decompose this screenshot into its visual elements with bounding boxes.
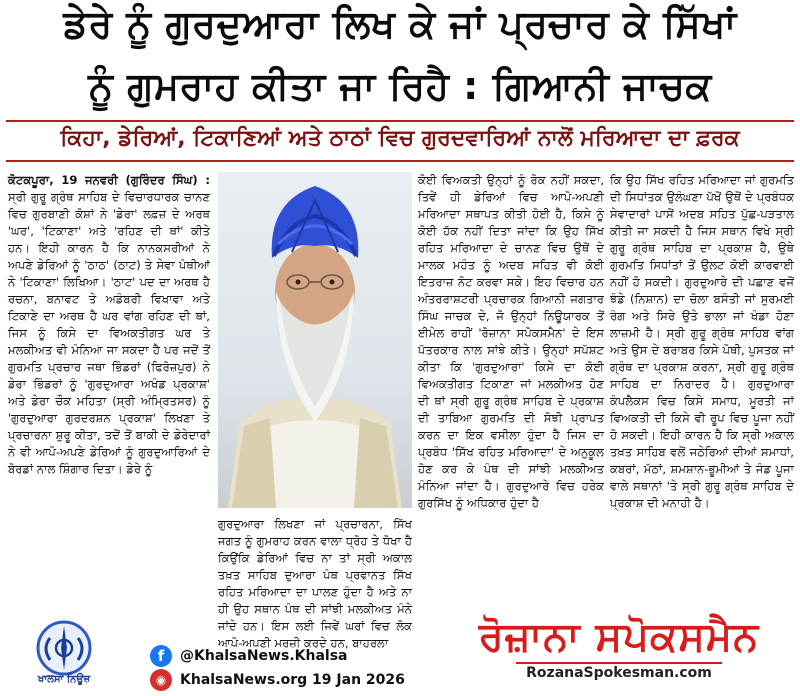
newspaper-name: ਰੋਜ਼ਾਨਾ ਸਪੋਕਸਮੈਨ bbox=[478, 614, 760, 660]
headline-line-1: ਡੇਰੇ ਨੂੰ ਗੁਰਦੁਆਰਾ ਲਿਖ ਕੇ ਜਾਂ ਪ੍ਰਚਾਰ ਕੇ ਸਿੱਖਾਂ bbox=[63, 2, 737, 46]
column-text: ਗੁਰਦੁਆਰਾ ਲਿਖਣਾ ਜਾਂ ਪ੍ਰਚਾਰਨਾ, ਸਿੱਖ ਜਗਤ ਨੂੰ ਗੁਮਰਾਹ ਕਰਨ ਵਾਲਾ ਧ੍ਰੋਹ ਤੇ ਧੋਖਾ ਹੈ ਕਿਉਂਕਿ ਡੇਰਿਆਂ ਵਿਚ ਨਾ ਤਾਂ ਸ੍ਰੀ ਅਕਾਲ ਤਖ਼ਤ ਸਾਹਿਬ ਦੁਆਰਾ ਪੰਥ ਪ੍ਰਵਾਨਤ ਸਿੱਖ ਰਹਿਤ ਮਰਿਆਦਾ ਦਾ ਪਾਲਣ ਹੁੰਦਾ ਹੈ ਅਤੇ ਨਾ ਹੀ ਉਹ ਸਥਾਨ ਪੰਥ ਦੀ ਸਾਂਝੀ ਮਲਕੀਅਤ ਮੰਨੇ ਜਾਂਦੇ ਹਨ। ਇਸ ਲਈ ਜਿਵੇਂ ਘਰਾਂ ਵਿਚ ਲੋਕ ਆਪੋ-ਅਪਣੀ ਮਰਜ਼ੀ ਕਰਦੇ ਹਨ, ਬਾਹਰਲਾ bbox=[218, 517, 412, 650]
newspaper-masthead bbox=[444, 612, 794, 682]
social-links bbox=[150, 644, 405, 692]
facebook-icon: f bbox=[150, 645, 172, 667]
article-column-2 bbox=[218, 516, 412, 650]
globe-icon: ◉ bbox=[150, 669, 172, 691]
website-link[interactable] bbox=[150, 668, 405, 692]
khalsa-news-logo bbox=[22, 618, 106, 690]
column-text: ਕਿ ਉਹ ਸਿੱਖ ਰਹਿਤ ਮਰਿਆਦਾ ਜਾਂ ਗੁਰਮਤਿ ਦੀ ਸਿਧਾਂਤਕ ਉਲੰਘਣਾ ਪੱਖੋਂ ਉਥੋਂ ਦੇ ਪ੍ਰਬੰਧਕ ਸੇਵਾਦਾਰਾਂ ਪਾਸੋਂ ਅਦਬ ਸਹਿਤ ਪੁੱਛ-ਪੜਤਾਲ ਕੀਤੀ ਜਾ ਸਕਦੀ ਹੈ ਜਿਸ ਸਥਾਨ ਵਿਖੇ ਸ੍ਰੀ ਗੁਰੂ ਗ੍ਰੰਥ ਸਾਹਿਬ ਦਾ ਪ੍ਰਕਾਸ਼ ਹੈ, ਉਥੇ ਗੁਰਮਤਿ ਸਿਧਾਂਤਾਂ ਤੋਂ ਉਲਟ ਕੋਈ ਕਾਰਵਾਈ ਨਹੀਂ ਹੋ ਸਕਦੀ। ਗੁਰਦੁਆਰੇ ਦੀ ਪਛਾਣ ਵਜੋਂ ਝੰਡੇ (ਨਿਸ਼ਾਨ) ਦਾ ਚੋਲਾ ਬਸੰਤੀ ਜਾਂ ਸੁਰਮਈ ਰੰਗ ਅਤੇ ਸਿਰੇ ਉਤੇ ਭਾਲਾ ਜਾਂ ਖੰਡਾ ਹੋਣਾ ਲਾਜ਼ਮੀ ਹੈ। ਸ੍ਰੀ ਗੁਰੂ ਗ੍ਰੰਥ ਸਾਹਿਬ ਵਾਂਗ ਅਤੇ ਉਸ ਦੇ ਬਰਾਬਰ ਕਿਸੇ ਪੋਥੀ, ਪੁਸਤਕ ਜਾਂ ਗ੍ਰੰਥ ਦਾ ਪ੍ਰਕਾਸ਼ ਕਰਨਾ, ਸ੍ਰੀ ਗੁਰੂ ਗ੍ਰੰਥ ਸਾਹਿਬ ਦਾ ਨਿਰਾਦਰ ਹੈ। ਗੁਰਦੁਆਰਾ ਕੰਪਲੈਕਸ ਵਿਚ ਕਿਸੇ ਸਮਾਧ, ਮੂਰਤੀ ਜਾਂ ਵਿਅਕਤੀ ਦੀ ਕਿਸੇ ਵੀ ਰੂਪ ਵਿਚ ਪੂਜਾ ਨਹੀਂ ਹੋ ਸਕਦੀ। ਇਹੀ ਕਾਰਨ ਹੈ ਕਿ ਸ੍ਰੀ ਅਕਾਲ ਤਖ਼ਤ ਸਾਹਿਬ ਵਲੋਂ ਜਠੇਰਿਆਂ ਦੀਆਂ ਸਮਾਧਾਂ, ਕਬਰਾਂ, ਮੱਠਾਂ, ਸ਼ਮਸ਼ਾਨ-ਭੂਮੀਆਂ ਤੇ ਜੰਡ ਪੂਜਾ ਵਾਲੇ ਸਥਾਨਾਂ 'ਤੇ ਸ੍ਰੀ ਗੁਰੂ ਗ੍ਰੰਥ ਸਾਹਿਬ ਦੇ ਪ੍ਰਕਾਸ਼ ਦੀ ਮਨਾਹੀ ਹੈ। bbox=[610, 173, 794, 510]
facebook-handle: @KhalsaNews.Khalsa bbox=[180, 648, 348, 664]
article-column-1 bbox=[8, 172, 210, 618]
column-text: ਕੋਈ ਵਿਅਕਤੀ ਉਨ੍ਹਾਂ ਨੂੰ ਰੋਕ ਨਹੀਂ ਸਕਦਾ, ਤਿਵੇਂ ਹੀ ਡੇਰਿਆਂ ਵਿਚ ਆਪੋ-ਅਪਣੀ ਮਰਿਆਦਾ ਸਥਾਪਤ ਕੀਤੀ ਹੋਈ ਹੈ, ਕਿਸੇ ਨੂੰ ਕੋਈ ਹੱਕ ਨਹੀਂ ਦਿਤਾ ਜਾਂਦਾ ਕਿ ਉਹ ਸਿੱਖ ਰਹਿਤ ਮਰਿਆਦਾ ਦੇ ਚਾਨਣ ਵਿਚ ਉਥੋਂ ਦੇ ਮਾਲਕ ਮਹੰਤ ਨੂੰ ਅਦਬ ਸਹਿਤ ਵੀ ਕੋਈ ਇਤਰਾਜ਼ ਨੋਟ ਕਰਵਾ ਸਕੇ। ਇਹ ਵਿਚਾਰ ਹਨ ਅੰਤਰਰਾਸ਼ਟਰੀ ਪ੍ਰਚਾਰਕ ਗਿਆਨੀ ਜਗਤਾਰ ਸਿੰਘ ਜਾਚਕ ਦੇ, ਜੋ ਉਨ੍ਹਾਂ ਨਿਊਯਾਰਕ ਤੋਂ ਈਮੇਲ ਰਾਹੀਂ 'ਰੋਜ਼ਾਨਾ ਸਪੋਕਸਮੈਨ' ਦੇ ਇਸ ਪੱਤਰਕਾਰ ਨਾਲ ਸਾਂਝੇ ਕੀਤੇ। ਉਨ੍ਹਾਂ ਸਪੱਸ਼ਟ ਕੀਤਾ ਕਿ 'ਗੁਰਦੁਆਰਾ' ਕਿਸੇ ਦਾ ਕੋਈ ਵਿਅਕਤੀਗਤ ਟਿਕਾਣਾ ਜਾਂ ਮਲਕੀਅਤ ਹੋਣ ਦੀ ਥਾਂ ਸ੍ਰੀ ਗੁਰੂ ਗ੍ਰੰਥ ਸਾਹਿਬ ਦੇ ਪ੍ਰਕਾਸ਼ ਦੀ ਤਾਬਿਆ ਗੁਰਮਤਿ ਦੀ ਸੋਝੀ ਪ੍ਰਾਪਤ ਕਰਨ ਦਾ ਇਕ ਵਸੀਲਾ ਹੁੰਦਾ ਹੈ ਜਿਸ ਦਾ ਪ੍ਰਬੰਧ 'ਸਿੱਖ ਰਹਿਤ ਮਰਿਆਦਾ' ਦੇ ਅਨੁਕੂਲ ਹੋਣ ਕਰ ਕੇ ਪੰਥ ਦੀ ਸਾਂਝੀ ਮਲਕੀਅਤ ਮੰਨਿਆ ਜਾਂਦਾ ਹੈ। ਗੁਰਦੁਆਰੇ ਵਿਚ ਹਰੇਕ ਗੁਰਸਿੱਖ ਨੂੰ ਅਧਿਕਾਰ ਹੁੰਦਾ ਹੈ bbox=[418, 173, 604, 510]
article-column-4 bbox=[610, 172, 794, 622]
subheadline: ਕਿਹਾ, ਡੇਰਿਆਂ, ਟਿਕਾਣਿਆਂ ਅਤੇ ਠਾਠਾਂ ਵਿਚ ਗੁਰਦਵਾਰਿਆਂ ਨਾਲੋਂ ਮਰਿਆਦਾ ਦਾ ਫ਼ਰਕ bbox=[60, 126, 740, 151]
dateline: ਕੋਟਕਪੂਰਾ, 19 ਜਨਵਰੀ (ਗੁਰਿੰਦਰ ਸਿੰਘ) : bbox=[8, 173, 210, 187]
logo-caption: ਖਾਲਸਾ ਨਿਊਜ਼ bbox=[37, 674, 91, 685]
divider bbox=[6, 120, 794, 122]
facebook-link[interactable] bbox=[150, 644, 405, 668]
website-text: KhalsaNews.org 19 Jan 2026 bbox=[180, 672, 405, 688]
article-column-3 bbox=[418, 172, 604, 622]
headline-line-2: ਨੂੰ ਗੁਮਰਾਹ ਕੀਤਾ ਜਾ ਰਿਹੈ : ਗਿਆਨੀ ਜਾਚਕ bbox=[88, 64, 712, 108]
divider bbox=[6, 160, 794, 162]
newspaper-url[interactable]: RozanaSpokesman.com bbox=[516, 662, 722, 682]
column-text: ਸ੍ਰੀ ਗੁਰੂ ਗ੍ਰੰਥ ਸਾਹਿਬ ਦੇ ਵਿਚਾਰਧਾਰਕ ਚਾਨਣ ਵਿਚ ਗੁਰਬਾਣੀ ਕੋਸ਼ਾਂ ਨੇ 'ਡੇਰਾ' ਲਫ਼ਜ਼ ਦੇ ਅਰਥ 'ਘਰ', 'ਟਿਕਾਣਾ' ਅਤੇ 'ਰਹਿਣ ਦੀ ਥਾਂ' ਕੀਤੇ ਹਨ। ਇਹੀ ਕਾਰਨ ਹੈ ਕਿ ਨਾਨਕਸਰੀਆਂ ਨੇ ਅਪਣੇ ਡੇਰਿਆਂ ਨੂੰ 'ਠਾਠ' (ਠਾਟ) ਤੇ ਸੇਵਾ ਪੰਥੀਆਂ ਨੇ 'ਟਿਕਾਣਾ' ਲਿਖਿਆ। 'ਠਾਟ' ਪਦ ਦਾ ਅਰਥ ਹੈ ਰਚਨਾ, ਬਨਾਵਟ ਤੇ ਅਡੰਬਰੀ ਵਿਖਾਵਾ ਅਤੇ ਟਿਕਾਣੇ ਦਾ ਅਰਥ ਹੈ ਘਰ ਵਾਂਗ ਰਹਿਣ ਦੀ ਥਾਂ, ਜਿਸ ਨੂੰ ਕਿਸੇ ਦਾ ਵਿਅਕਤੀਗਤ ਘਰ ਤੇ ਮਲਕੀਅਤ ਵੀ ਮੰਨਿਆ ਜਾ ਸਕਦਾ ਹੈ ਪਰ ਜਦੋਂ ਤੋਂ ਗੁਰਮਤਿ ਪ੍ਰਚਾਰ ਜਥਾ ਭਿੰਡਰਾਂ (ਫਿਰੋਜ਼ਪੁਰ) ਨੇ ਡੇਰਾ ਭਿੰਡਰਾਂ ਨੂੰ 'ਗੁਰਦੁਆਰਾ ਅਖੰਡ ਪ੍ਰਕਾਸ਼' ਅਤੇ ਡੇਰਾ ਚੌਕ ਮਹਿਤਾ (ਸ੍ਰੀ ਅੰਮ੍ਰਿਤਸਰ) ਨੂੰ 'ਗੁਰਦੁਆਰਾ ਗੁਰਦਰਸ਼ਨ ਪ੍ਰਕਾਸ਼' ਲਿਖਣਾ ਤੇ ਪ੍ਰਚਾਰਨਾ ਸ਼ੁਰੂ ਕੀਤਾ, ਤਦੋਂ ਤੋਂ ਬਾਕੀ ਦੇ ਡੇਰੇਦਾਰਾਂ ਨੇ ਵੀ ਆਪੋ-ਅਪਣੇ ਡੇਰਿਆਂ ਨੂੰ ਗੁਰਦੁਆਰਿਆਂ ਦੇ ਬੋਰਡਾਂ ਨਾਲ ਸ਼ਿੰਗਾਰ ਦਿਤਾ। ਡੇਰੇ ਨੂੰ bbox=[8, 190, 210, 476]
speaker-photo bbox=[218, 172, 412, 508]
